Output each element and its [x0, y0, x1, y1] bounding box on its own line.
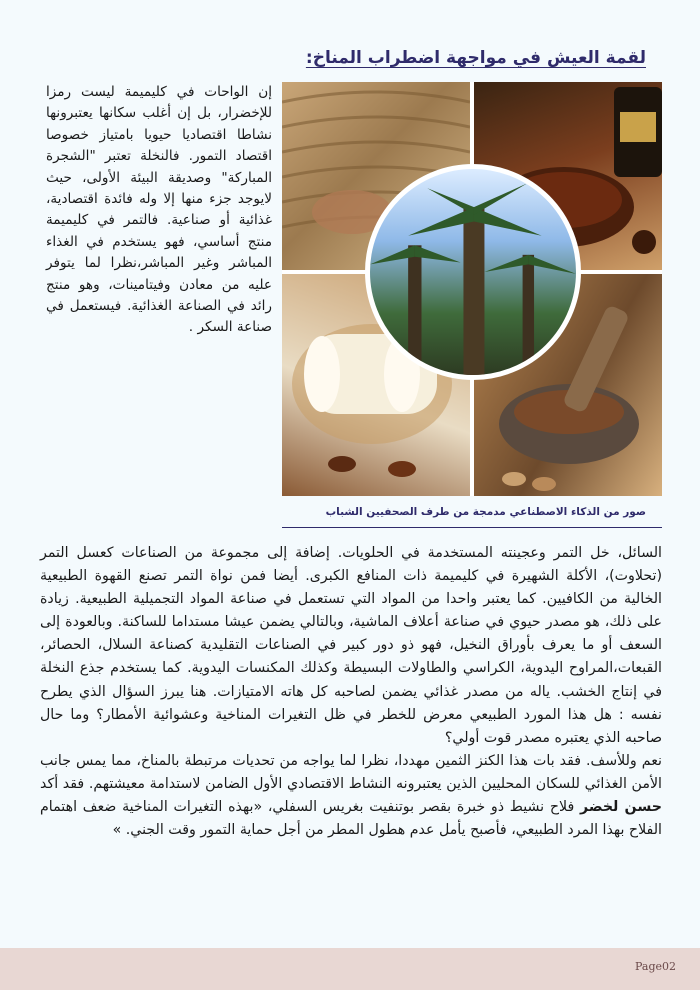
- body-paragraph: [40, 750, 662, 842]
- image-collage: [282, 82, 662, 496]
- intro-paragraph: إن الواحات في كليميمة ليست رمزا للإخضرار، بل إن أغلب سكانها يعتبرونها نشاطا اقتصاديا حيويا بامتياز خصوصا اقتصاد التمور. فالنخلة تعتبر "الشجرة المباركة" وصديقة البيئة الأولى، حيث لايوجد جزء منها إلا وله فائدة اقتصادية، غذائية أو صناعية. فالتمر في كليميمة منتج أساسي، فهو يستخدم في الغذاء المباشر وغير المباشر،نظرا لما يتوفر عليه من معادن وفيتامينات، وهو منتج رائد في الصناعة الغذائية. فيستعمل في صناعة السكر .: [46, 84, 272, 336]
- paragraph-text: فلاح نشيط ذو خبرة بقصر بوتنفيت بغريس السفلي، «بهذه التغيرات المناخية ضعف اهتمام الفلاح بهذا المرد الطبيعي، فأصبح يأمل عدم هطول المطر من أجل حماية التمور وقت الجني. »: [40, 799, 662, 839]
- palm-grove-photo: [365, 164, 581, 380]
- paragraph-text: نعم وللأسف. فقد بات هذا الكنز الثمين مهددا، نظرا لما يواجه من تحديات مرتبطة بالمناخ، مما يمس جانب الأمن الغذائي للسكان المحليين الذين يعتبرونه النشاط الاقتصادي الأول الضامن لاستدامة معيشتهم. فقد أكد: [40, 752, 662, 792]
- footer-band: [0, 948, 700, 990]
- page-title: لقمة العيش في مواجهة اضطراب المناخ:: [305, 48, 646, 68]
- page-number: Page02: [634, 960, 676, 973]
- quoted-person-name: حسن لخضر: [580, 799, 662, 816]
- body-paragraph: السائل، خل التمر وعجينته المستخدمة في الحلويات. إضافة إلى مجموعة من الصناعات كعسل التمر (تحلاوت)، الأكلة الشهيرة في كليميمة ذات المنافع الكبرى. أيضا فمن نواة التمر تصنع القهوة الطبيعية الخالية من الكافيين. كما يعتبر واحدا من المواد التي تستعمل في صناعة المواد التجميلية الطبيعية. زيادة على ذلك، هو مصدر حيوي في صناعة أعلاف الماشية، وبالتالي يضمن عيشا مستداما للساكنة. وبالعودة إلى السعف أو ما يعرف بأوراق النخيل، فهو ذو دور كبير في الصناعات التقليدية كصناعة السلال، الحصائر، القبعات،المراوح اليدوية، الكراسي والطاولات البسيطة وكذلك المكنسات اليدوية. كما يستخدم جذع النخلة في إنتاج الخشب. ياله من مصدر غذائي يضمن لصاحبه كل هاته الامتيازات. هنا يبرز السؤال الذي يطرح نفسه : هل هذا المورد الطبيعي معرض للخطر في ظل التغيرات المناخية وعشوائية الأمطار؟ وما حال صاحبه الذي يعتبره مصدر قوت أولي؟: [40, 545, 662, 746]
- image-caption: صور من الذكاء الاصطناعي مدمجة من طرف الصحفيين الشباب: [325, 506, 646, 518]
- caption-divider: [282, 527, 662, 528]
- article-body: [40, 542, 662, 842]
